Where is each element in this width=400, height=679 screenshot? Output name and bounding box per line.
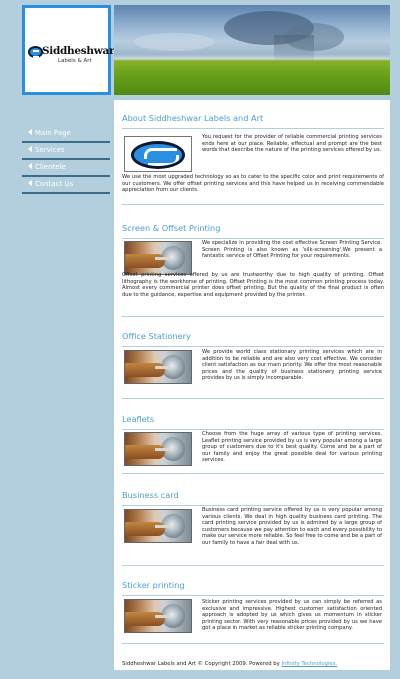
section-title: Office Stationery: [122, 331, 191, 341]
key-in-hand-image: [124, 509, 192, 543]
footer-copyright: [122, 661, 337, 667]
section-text: You request for the provider of reliable commercial printing services ends here at our place. Reliable, effectual and prompt are the best words that describe the nature of the printing services offered by us.: [202, 134, 382, 154]
key-in-hand-image: [124, 432, 192, 466]
light-cloud: [134, 33, 214, 51]
section-divider: [122, 595, 384, 596]
nav-item-services[interactable]: [22, 143, 110, 160]
section-divider: [122, 643, 384, 644]
nav-item-clientele[interactable]: [22, 160, 110, 177]
footer-text: Siddheshwar Labels and Art © Copyright 2009. Powered by: [122, 661, 282, 667]
section-title: Leaflets: [122, 414, 155, 424]
section-divider: [122, 128, 384, 129]
section-divider: [122, 505, 384, 506]
section-text: Choose from the huge array of various type of printing services. Leaflet printing service provided by us is very popular among a large group of customers due to it's best quality. Come and be a part of our family and enjoy the great possible deal for various printing services.: [202, 431, 382, 464]
section-title: Business card: [122, 490, 179, 500]
section-text: Business card printing service offered by us is very popular among various clients. We deal in high quality business card printing. The card printing service provided by us is admired by a large group of customers because we pay attention to each and every possibility to make our service more reliable. So feel free to come and be a part of our family to have a fair deal with us.: [202, 507, 382, 546]
section-divider: [122, 346, 384, 347]
key-in-hand-image: [124, 599, 192, 633]
section-divider: [122, 565, 384, 566]
section-text: Sticker printing services provided by us can simply be referred as exclusive and impressive. Highest customer satisfaction oriented approach is adopted by us which gives us momentum in sticker printing sector. With very reasonable prices provided by us we have got a place in market as reliable sticker printing company.: [202, 599, 382, 632]
section-divider: [122, 204, 384, 205]
section-divider: [122, 473, 384, 474]
nav-item-label: Clientele: [35, 163, 66, 171]
s-logo-icon: [131, 141, 185, 169]
section-office-stationery: [122, 330, 384, 382]
sidebar-nav: [22, 126, 110, 194]
section-divider: [122, 429, 384, 430]
section-leaflets: [122, 413, 384, 464]
rain-shaft: [274, 35, 314, 61]
nav-item-label: Main Page: [35, 129, 71, 137]
logo-subtitle: Labels & Art: [58, 58, 92, 64]
footer-divider: [114, 670, 390, 673]
logo-mark: [28, 43, 115, 67]
section-divider: [122, 238, 384, 239]
section-business-card: [122, 489, 384, 546]
section-sticker-printing: [122, 579, 384, 632]
section-divider: [122, 398, 384, 399]
section-text: We specialize in providing the cost effective Screen Printing Service. Screen Printing is also known as 'silk-screening'.We present a fantastic service of Offset Printing for your requirements.: [202, 240, 382, 260]
section-title: About Siddheshwar Labels and Art: [122, 113, 264, 123]
section-title: Screen & Offset Printing: [122, 223, 221, 233]
section-title: Sticker printing: [122, 580, 185, 590]
main-content: [114, 100, 390, 673]
arrow-left-icon: [28, 163, 32, 169]
logo-name: Siddheshwar: [42, 45, 115, 57]
section-text: We provide world class stationary printing services which are in addition to be reliable and are also very cost effective. We consider client satisfaction as our main priority. We offer the most reasonable prices and the quality of business stationery printing service provides by us is simply incomparable.: [202, 349, 382, 382]
arrow-left-icon: [28, 129, 32, 135]
section-text: We use the most upgraded technology so as to cater to the specific color and print requirements of our customers. We offer offset printing services and this have helped us in receiving commendable appreciation from our clients.: [122, 174, 384, 194]
section-divider: [122, 316, 384, 317]
footer-link[interactable]: Infinity Technologies.: [281, 661, 338, 667]
nav-item-label: Contact Us: [35, 180, 74, 188]
section-text: Offset printing services offered by us are trustworthy due to high quality of printing. Offset lithography is the workhorse of printing. Offset Printing is the most common printing process today. Almost every commercial printer does offset printing. But the quality of the final product is often due to the guidance, expertise and equipment provided by the printer.: [122, 272, 384, 298]
nav-item-main-page[interactable]: [22, 126, 110, 143]
nav-item-label: Services: [35, 146, 65, 154]
logo-s-icon: [28, 46, 43, 58]
header-banner-image: [114, 5, 390, 95]
logo[interactable]: [22, 5, 115, 95]
section-screen-offset: [122, 222, 384, 298]
section-about: [122, 112, 384, 194]
arrow-left-icon: [28, 180, 32, 186]
key-in-hand-image: [124, 350, 192, 384]
key-in-hand-image: [124, 241, 192, 275]
company-logo-image: [124, 136, 192, 172]
arrow-left-icon: [28, 146, 32, 152]
nav-item-contact-us[interactable]: [22, 177, 110, 194]
